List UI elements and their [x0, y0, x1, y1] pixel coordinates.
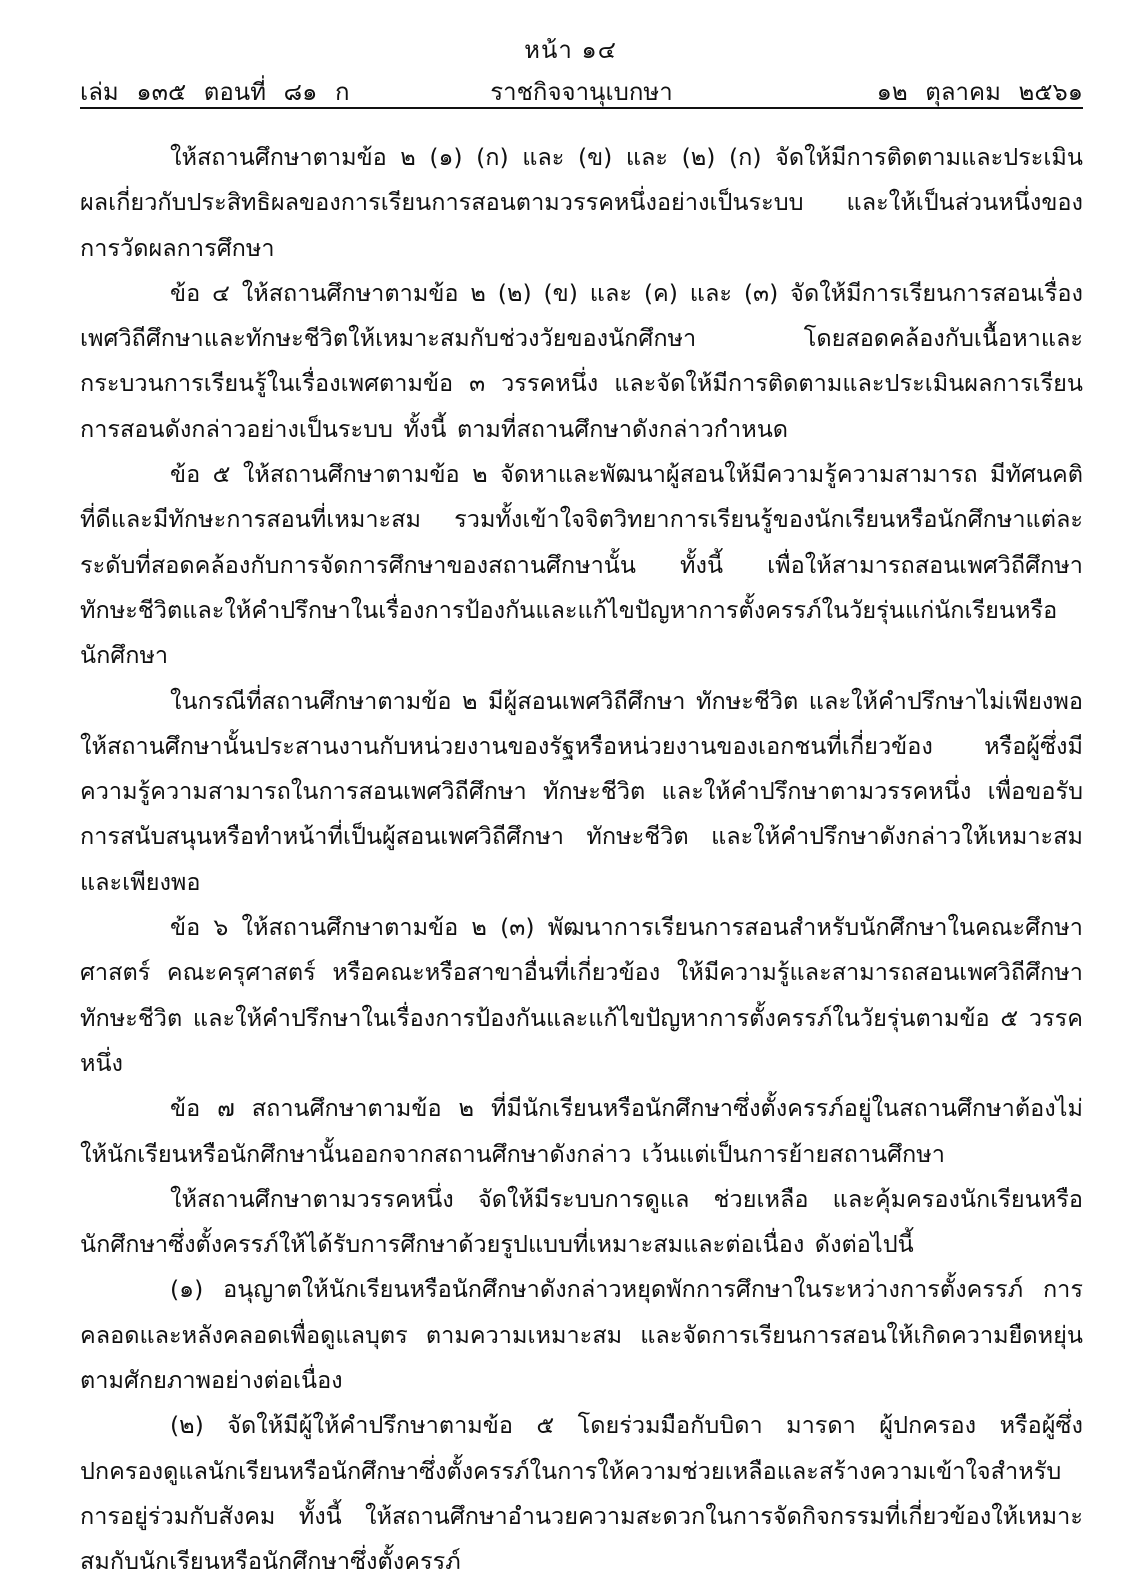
list-item: (๒) จัดให้มีผู้ให้คำปรึกษาตามข้อ ๕ โดยร่วมมือกับบิดา มารดา ผู้ปกครอง หรือผู้ซึ่งปกครองดูแลนักเรียนหรือนักศึกษาซึ่งตั้งครรภ์ในการให้ความช่วยเหลือและสร้างความเข้าใจสำหรับการอยู่ร่วมกับสังคม ทั้งนี้ ให้สถานศึกษาอำนวยความสะดวกในการจัดกิจกรรมที่เกี่ยวข้องให้เหมาะสมกับนักเรียนหรือนักศึกษาซึ่งตั้งครรภ์: [80, 1411, 1083, 1576]
paragraph: ให้สถานศึกษาตามวรรคหนึ่ง จัดให้มีระบบการดูแล ช่วยเหลือ และคุ้มครองนักเรียนหรือนักศึกษาซึ่งตั้งครรภ์ให้ได้รับการศึกษาด้วยรูปแบบที่เหมาะสมและต่อเนื่อง ดังต่อไปนี้: [80, 1184, 1083, 1259]
page-number: หน้า ๑๔: [524, 36, 617, 64]
gazette-header: [80, 72, 1083, 106]
paragraph: ข้อ ๖ ให้สถานศึกษาตามข้อ ๒ (๓) พัฒนาการเรียนการสอนสำหรับนักศึกษาในคณะศึกษาศาสตร์ คณะครุศาสตร์ หรือคณะหรือสาขาอื่นที่เกี่ยวข้อง ให้มีความรู้และสามารถสอนเพศวิถีศึกษา ทักษะชีวิต และให้คำปรึกษาในเรื่องการป้องกันและแก้ไขปัญหาการตั้งครรภ์ในวัยรุ่นตามข้อ ๕ วรรคหนึ่ง: [80, 913, 1083, 1077]
header-divider: [80, 107, 1083, 109]
document-body: [80, 135, 1083, 1585]
paragraph: ในกรณีที่สถานศึกษาตามข้อ ๒ มีผู้สอนเพศวิถีศึกษา ทักษะชีวิต และให้คำปรึกษาไม่เพียงพอ ให้สถานศึกษานั้นประสานงานกับหน่วยงานของรัฐหรือหน่วยงานของเอกชนที่เกี่ยวข้อง หรือผู้ซึ่งมีความรู้ความสามารถในการสอนเพศวิถีศึกษา ทักษะชีวิต และให้คำปรึกษาตามวรรคหนึ่ง เพื่อขอรับการสนับสนุนหรือทำหน้าที่เป็นผู้สอนเพศวิถีศึกษา ทักษะชีวิต และให้คำปรึกษาดังกล่าวให้เหมาะสมและเพียงพอ: [80, 686, 1083, 896]
publication-date: ๑๒ ตุลาคม ๒๕๖๑: [876, 78, 1083, 106]
list-item: (๑) อนุญาตให้นักเรียนหรือนักศึกษาดังกล่าวหยุดพักการศึกษาในระหว่างการตั้งครรภ์ การคลอดและหลังคลอดเพื่อดูแลบุตร ตามความเหมาะสม และจัดการเรียนการสอนให้เกิดความยืดหยุ่นตามศักยภาพอย่างต่อเนื่อง: [80, 1275, 1083, 1395]
paragraph: ให้สถานศึกษาตามข้อ ๒ (๑) (ก) และ (ข) และ (๒) (ก) จัดให้มีการติดตามและประเมินผลเกี่ยวกับประสิทธิผลของการเรียนการสอนตามวรรคหนึ่งอย่างเป็นระบบ และให้เป็นส่วนหนึ่งของการวัดผลการศึกษา: [80, 143, 1083, 262]
publication-title: ราชกิจจานุเบกษา: [490, 78, 673, 106]
volume-issue: เล่ม ๑๓๕ ตอนที่ ๘๑ ก: [80, 78, 350, 106]
paragraph: ข้อ ๗ สถานศึกษาตามข้อ ๒ ที่มีนักเรียนหรือนักศึกษาซึ่งตั้งครรภ์อยู่ในสถานศึกษาต้องไม่ให้นักเรียนหรือนักศึกษานั้นออกจากสถานศึกษาดังกล่าว เว้นแต่เป็นการย้ายสถานศึกษา: [80, 1094, 1083, 1168]
paragraph: ข้อ ๔ ให้สถานศึกษาตามข้อ ๒ (๒) (ข) และ (ค) และ (๓) จัดให้มีการเรียนการสอนเรื่องเพศวิถีศึกษาและทักษะชีวิตให้เหมาะสมกับช่วงวัยของนักศึกษา โดยสอดคล้องกับเนื้อหาและกระบวนการเรียนรู้ในเรื่องเพศตามข้อ ๓ วรรคหนึ่ง และจัดให้มีการติดตามและประเมินผลการเรียนการสอนดังกล่าวอย่างเป็นระบบ ทั้งนี้ ตามที่สถานศึกษาดังกล่าวกำหนด: [80, 278, 1083, 443]
paragraph: ข้อ ๕ ให้สถานศึกษาตามข้อ ๒ จัดหาและพัฒนาผู้สอนให้มีความรู้ความสามารถ มีทัศนคติที่ดีและมีทักษะการสอนที่เหมาะสม รวมทั้งเข้าใจจิตวิทยาการเรียนรู้ของนักเรียนหรือนักศึกษาแต่ละระดับที่สอดคล้องกับการจัดการศึกษาของสถานศึกษานั้น ทั้งนี้ เพื่อให้สามารถสอนเพศวิถีศึกษา ทักษะชีวิตและให้คำปรึกษาในเรื่องการป้องกันและแก้ไขปัญหาการตั้งครรภ์ในวัยรุ่นแก่นักเรียนหรือนักศึกษา: [80, 460, 1083, 670]
